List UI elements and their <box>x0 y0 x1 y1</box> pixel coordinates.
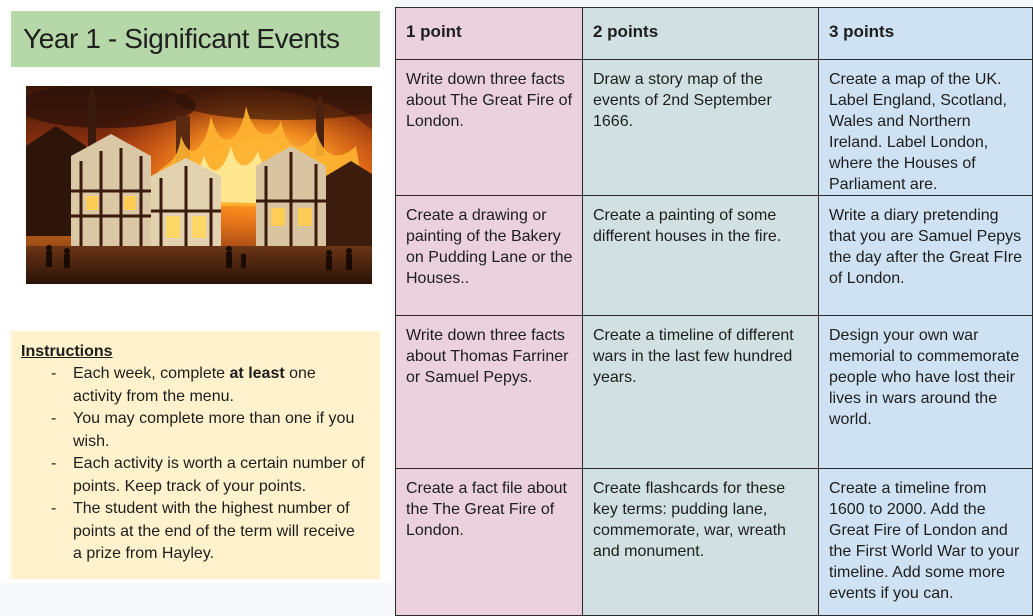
activity-cell: Create a timeline from 1600 to 2000. Add the Great Fire of London and the First World War to your timeline. Add some more events if you can. <box>819 469 1033 616</box>
activity-cell: Create a fact file about the The Great Fire of London. <box>396 469 583 616</box>
table-row <box>396 469 1033 616</box>
great-fire-painting <box>26 86 372 284</box>
activity-cell: Write down three facts about Thomas Farriner or Samuel Pepys. <box>396 316 583 469</box>
activity-cell: Design your own war memorial to commemorate people who have lost their lives in wars around the world. <box>819 316 1033 469</box>
activity-cell: Write down three facts about The Great Fire of London. <box>396 60 583 196</box>
activity-menu-table <box>395 7 1033 616</box>
activity-cell: Create flashcards for these key terms: pudding lane, commemorate, war, wreath and monument. <box>583 469 819 616</box>
activity-cell: Create a painting of some different houses in the fire. <box>583 196 819 316</box>
instruction-item: - Each week, complete at least one activity from the menu. <box>51 365 316 405</box>
table-row <box>396 60 1033 196</box>
table-row <box>396 196 1033 316</box>
instruction-item: - The student with the highest number of points at the end of the term will receive a prize from Hayley. <box>51 500 355 562</box>
activity-cell: Create a map of the UK. Label England, Scotland, Wales and Northern Ireland. Label London, where the Houses of Parliament are. <box>819 60 1033 196</box>
instructions-box <box>11 331 380 579</box>
activity-cell: Create a timeline of different wars in the last few hundred years. <box>583 316 819 469</box>
activity-cell: Write a diary pretending that you are Samuel Pepys the day after the Great FIre of London. <box>819 196 1033 316</box>
table-row <box>396 316 1033 469</box>
header-2-points: 2 points <box>583 8 819 60</box>
activity-cell: Create a drawing or painting of the Bakery on Pudding Lane or the Houses.. <box>396 196 583 316</box>
activity-cell: Draw a story map of the events of 2nd September 1666. <box>583 60 819 196</box>
header-3-points: 3 points <box>819 8 1033 60</box>
left-panel <box>0 0 392 583</box>
instruction-item: - Each activity is worth a certain number of points. Keep track of your points. <box>51 455 365 495</box>
instructions-heading: Instructions <box>21 343 113 360</box>
header-1-point: 1 point <box>396 8 583 60</box>
great-fire-illustration <box>26 86 372 284</box>
instruction-item: - You may complete more than one if you wish. <box>51 410 355 450</box>
table-header-row <box>396 8 1033 60</box>
page-title: Year 1 - Significant Events <box>11 11 380 67</box>
instructions-list <box>21 363 366 566</box>
